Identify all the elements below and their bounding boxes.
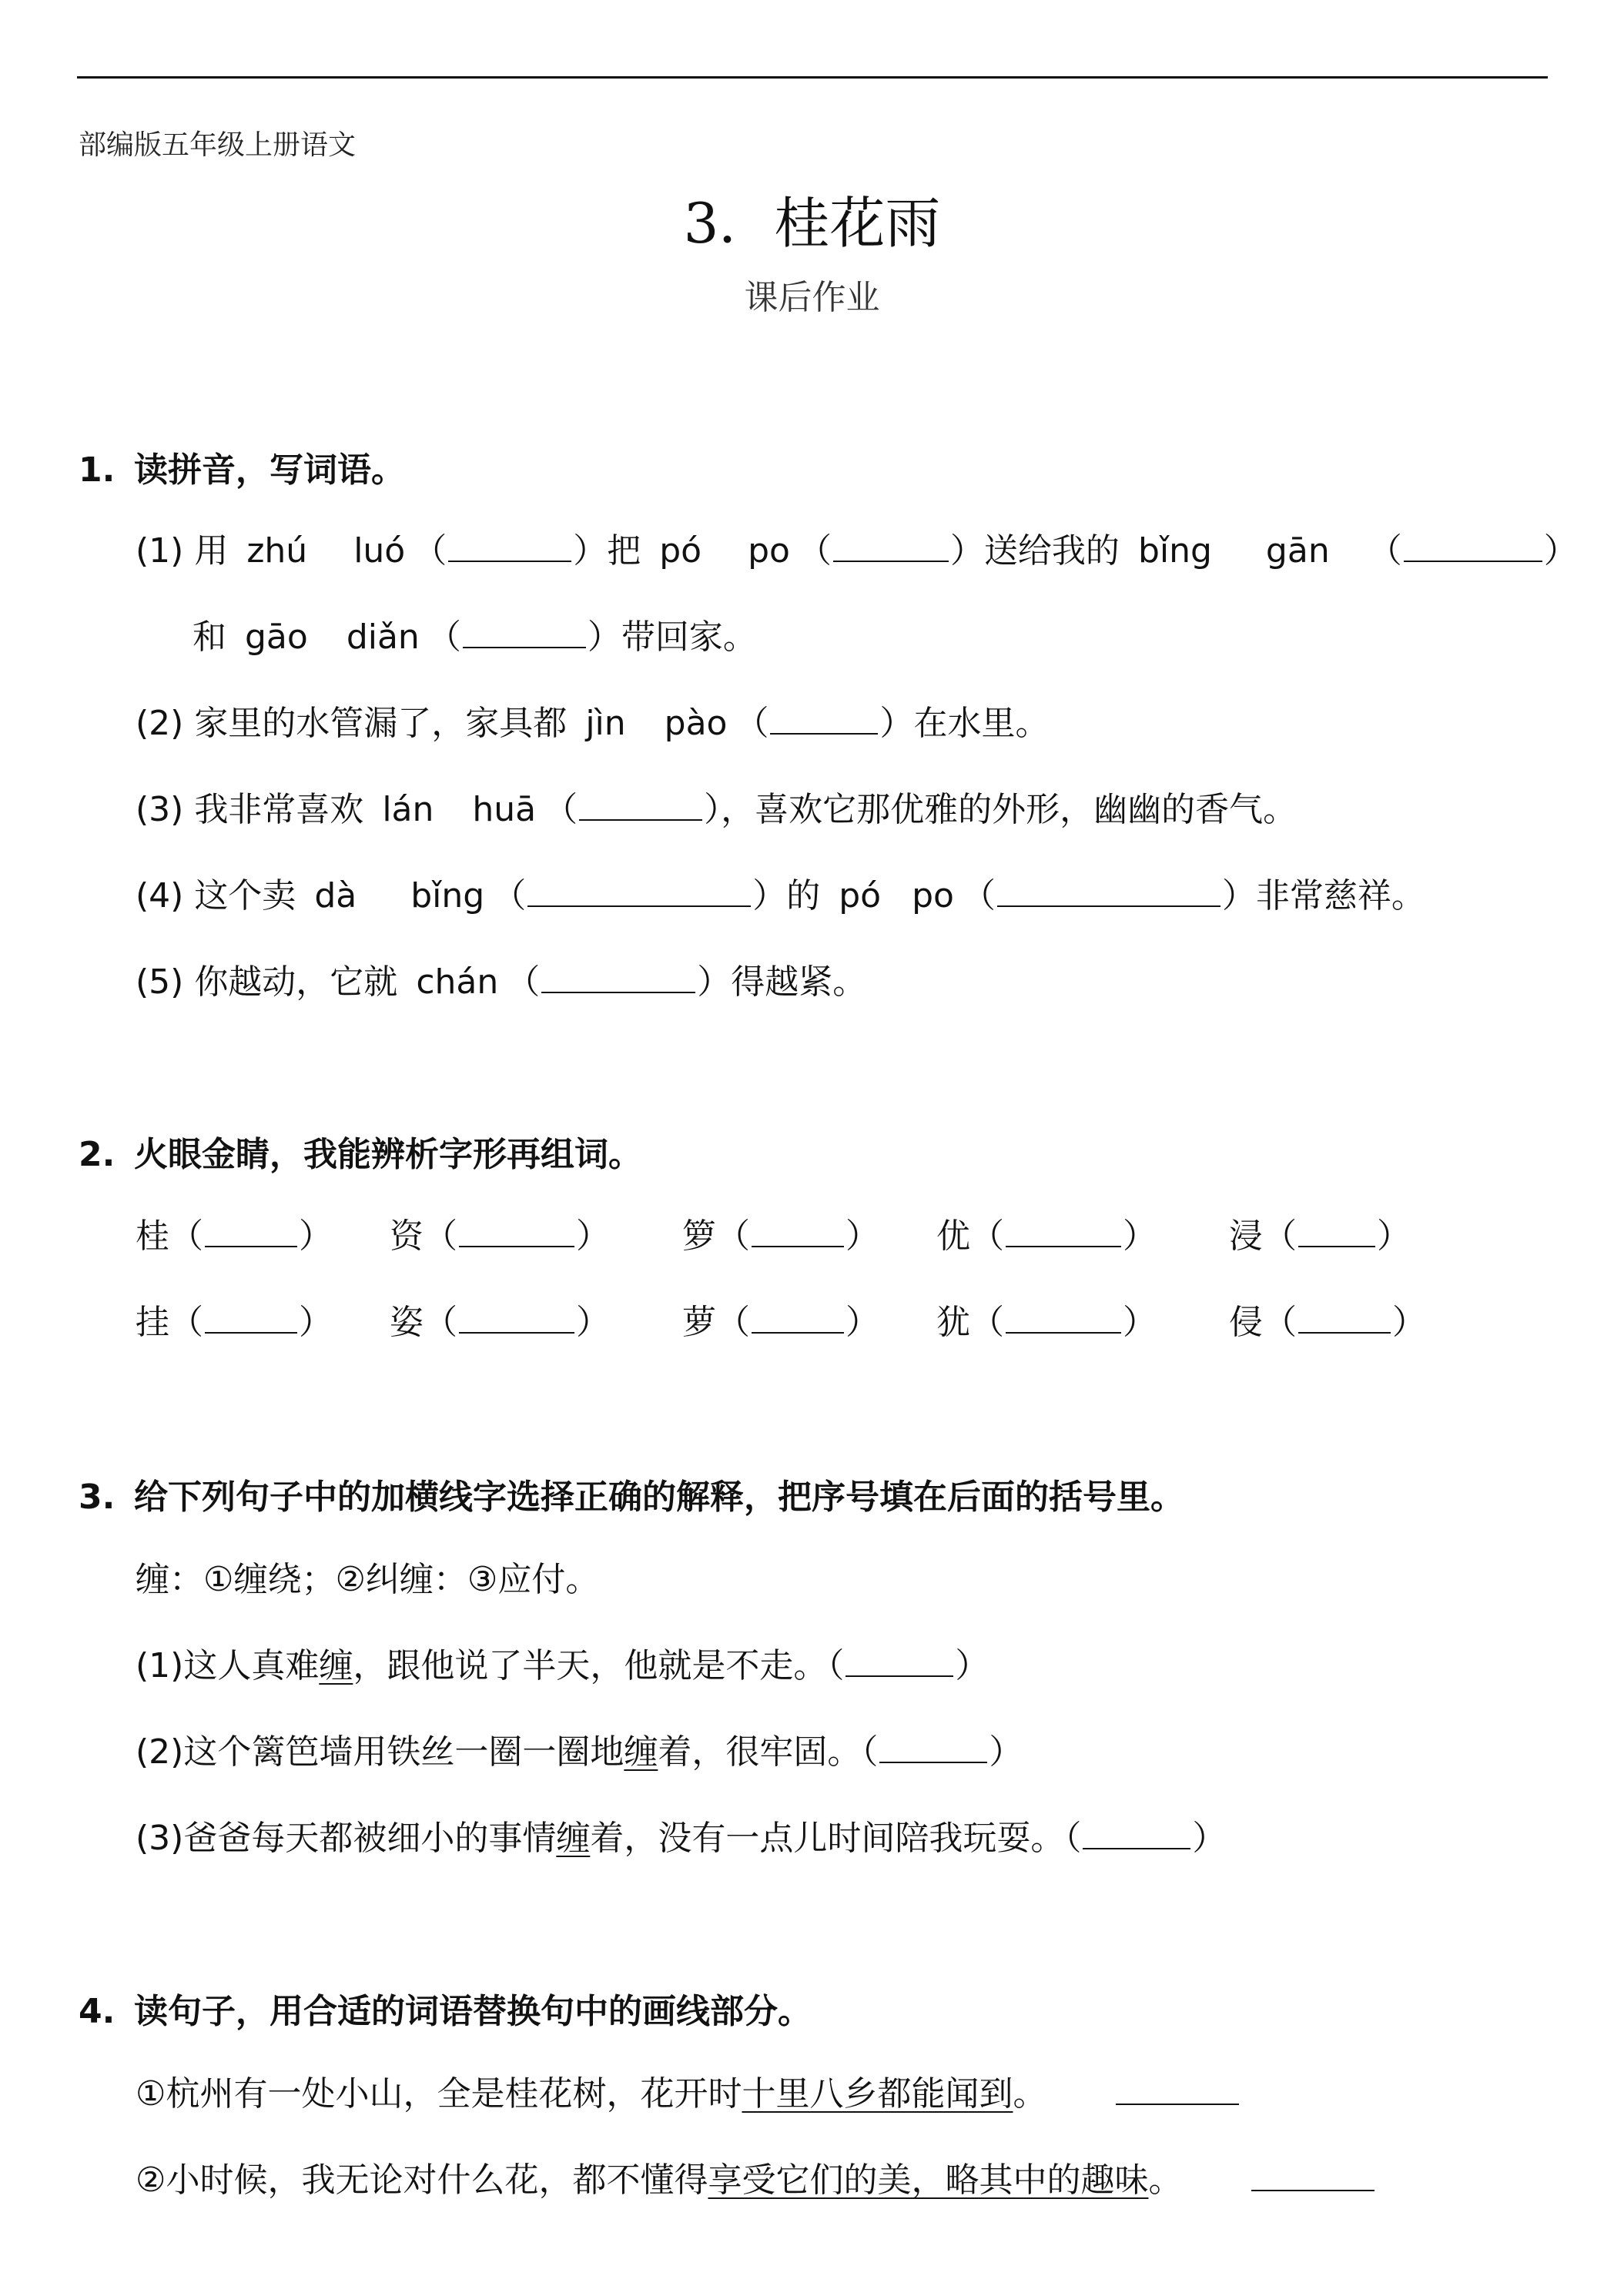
- answer-blank[interactable]: [1006, 1215, 1121, 1247]
- q3-title-text: 给下列句子中的加横线字选择正确的解释，把序号填在后面的括号里。: [134, 1478, 1184, 1517]
- q4-sentence-1: [136, 2071, 1241, 2117]
- q2-item: [390, 1300, 610, 1346]
- text: (2)这个篱笆墙用铁丝一圈一圈地: [136, 1732, 624, 1772]
- answer-blank[interactable]: [463, 616, 586, 648]
- underlined-phrase: 享受它们的美，略其中的趣味: [708, 2160, 1149, 2200]
- q4-title: [79, 1983, 812, 2033]
- text: ），喜欢它那优雅的外形，幽幽的香气。: [704, 790, 1298, 829]
- page-subtitle: 课后作业: [744, 278, 880, 317]
- char: 犹: [936, 1303, 970, 1342]
- bracket: ）: [299, 1217, 333, 1256]
- q1-title-text: 读拼音，写词语。: [134, 450, 405, 490]
- answer-blank[interactable]: [752, 1301, 844, 1334]
- answer-blank[interactable]: [845, 1645, 953, 1677]
- bracket: ）: [955, 1646, 989, 1685]
- text: (1)这人真难: [136, 1646, 320, 1685]
- q2-item: [136, 1300, 333, 1346]
- series-label: 部编版五年级上册语文: [79, 129, 357, 161]
- answer-blank[interactable]: [205, 1301, 297, 1334]
- q2-item: [390, 1213, 610, 1260]
- q2-item: [1229, 1300, 1426, 1346]
- q2-item: [682, 1300, 879, 1346]
- bracket: （: [506, 962, 541, 1002]
- text: (4) 这个卖: [136, 876, 307, 915]
- answer-blank[interactable]: [1298, 1215, 1375, 1247]
- bracket: ）: [1377, 1217, 1411, 1256]
- bracket: ）: [1192, 1819, 1227, 1858]
- q1-line-1b: [193, 614, 757, 661]
- underlined-char: 缠: [624, 1732, 658, 1772]
- bracket: （: [970, 1303, 1004, 1342]
- text: ）的: [752, 876, 832, 915]
- text: ）非常慈祥。: [1221, 876, 1425, 915]
- text: 着，没有一点儿时间陪我玩耍。（: [590, 1819, 1082, 1858]
- bracket: ）: [1392, 1303, 1426, 1342]
- pinyin: lán: [382, 790, 434, 829]
- text: ）得越紧。: [697, 962, 867, 1002]
- text: ）带回家。: [587, 618, 757, 657]
- pinyin: dà: [314, 876, 357, 915]
- bracket: （: [970, 1217, 1004, 1256]
- answer-blank[interactable]: [448, 530, 571, 562]
- q1-line-3: [136, 787, 1297, 833]
- answer-blank[interactable]: [1006, 1301, 1121, 1334]
- q2-item: [682, 1213, 879, 1260]
- answer-blank[interactable]: [1116, 2073, 1239, 2105]
- text: ）把: [573, 531, 652, 571]
- bracket: （: [413, 531, 447, 571]
- text: ②小时候，我无论对什么花，都不懂得: [136, 2160, 708, 2200]
- pinyin: pào: [664, 704, 728, 743]
- answer-blank[interactable]: [459, 1301, 574, 1334]
- q3-sentence-3: [136, 1816, 1226, 1862]
- q2-title: [79, 1126, 642, 1176]
- text: (5) 你越动，它就: [136, 962, 409, 1002]
- answer-blank[interactable]: [1251, 2159, 1375, 2191]
- answer-blank[interactable]: [1404, 530, 1542, 562]
- q1-line-4: [136, 873, 1425, 919]
- underlined-char: 缠: [319, 1646, 353, 1685]
- bracket: （: [424, 1217, 457, 1256]
- bracket: ）: [1123, 1217, 1157, 1256]
- q3-title: [79, 1469, 1184, 1518]
- char: 箩: [682, 1217, 716, 1256]
- q2-item: [136, 1213, 333, 1260]
- q4-sentence-2: [136, 2157, 1376, 2204]
- answer-blank[interactable]: [459, 1215, 574, 1247]
- q2-title-text: 火眼金睛，我能辨析字形再组词。: [134, 1135, 642, 1174]
- answer-blank[interactable]: [879, 1731, 987, 1763]
- pinyin: bǐng: [410, 876, 485, 915]
- q3-sentence-1: [136, 1643, 989, 1689]
- answer-blank[interactable]: [770, 702, 878, 735]
- answer-blank[interactable]: [833, 530, 949, 562]
- q3-number: 3.: [79, 1478, 116, 1517]
- bracket: ）: [845, 1217, 879, 1256]
- pinyin: zhú: [246, 531, 308, 571]
- q1-number: 1.: [79, 450, 116, 490]
- pinyin: gān: [1265, 531, 1330, 571]
- char: 资: [390, 1217, 424, 1256]
- text: ，跟他说了半天，他就是不走。（: [353, 1646, 845, 1685]
- bracket: （: [716, 1303, 750, 1342]
- answer-blank[interactable]: [205, 1215, 297, 1247]
- bracket: （: [735, 704, 769, 743]
- text: (2) 家里的水管漏了，家具都: [136, 704, 578, 743]
- underlined-char: 缠: [556, 1819, 591, 1858]
- bracket: （: [797, 531, 832, 571]
- char: 优: [936, 1217, 970, 1256]
- bracket: （: [424, 1303, 457, 1342]
- q1-line-5: [136, 959, 866, 1006]
- q2-number: 2.: [79, 1135, 116, 1174]
- pinyin: diǎn: [346, 618, 420, 657]
- char: 桂: [136, 1217, 169, 1256]
- text: ①杭州有一处小山，全是桂花树，花开时: [136, 2074, 742, 2114]
- bracket: ）: [576, 1303, 610, 1342]
- bracket: ）: [989, 1732, 1023, 1772]
- pinyin: po: [912, 876, 954, 915]
- q2-item: [936, 1300, 1157, 1346]
- text: (3) 我非常喜欢: [136, 790, 375, 829]
- answer-blank[interactable]: [541, 961, 695, 993]
- pinyin: huā: [472, 790, 537, 829]
- bracket: （: [961, 876, 996, 915]
- pinyin: luó: [353, 531, 406, 571]
- answer-blank[interactable]: [579, 788, 702, 821]
- bracket: ）: [1543, 531, 1578, 571]
- text: 。: [1148, 2160, 1183, 2200]
- text: 和: [193, 618, 237, 657]
- bracket: ）: [845, 1303, 879, 1342]
- bracket: （: [427, 618, 461, 657]
- pinyin: jìn: [585, 704, 626, 743]
- q1-line-2: [136, 701, 1049, 747]
- pinyin: bǐng: [1137, 531, 1212, 571]
- bracket: （: [169, 1217, 203, 1256]
- bracket: （: [544, 790, 578, 829]
- page-title: 3．桂花雨: [683, 191, 941, 256]
- text: 着，很牢固。（: [658, 1732, 879, 1772]
- bracket: ）: [576, 1217, 610, 1256]
- bracket: （: [169, 1303, 203, 1342]
- answer-blank[interactable]: [1083, 1817, 1190, 1849]
- text: ）在水里。: [879, 704, 1050, 743]
- q1-title: [79, 442, 405, 491]
- char: 浸: [1229, 1217, 1263, 1256]
- q4-number: 4.: [79, 1992, 116, 2031]
- bracket: （: [1368, 531, 1402, 571]
- answer-blank[interactable]: [752, 1215, 844, 1247]
- char: 挂: [136, 1303, 169, 1342]
- pinyin: pó: [659, 531, 702, 571]
- text: (3)爸爸每天都被细小的事情: [136, 1819, 557, 1858]
- text: 。: [1013, 2074, 1047, 2114]
- q3-sentence-2: [136, 1729, 1023, 1776]
- q4-title-text: 读句子，用合适的词语替换句中的画线部分。: [134, 1992, 812, 2031]
- bracket: （: [716, 1217, 750, 1256]
- pinyin: pó: [839, 876, 882, 915]
- q2-item: [936, 1213, 1157, 1260]
- bracket: ）: [299, 1303, 333, 1342]
- answer-blank[interactable]: [997, 875, 1221, 907]
- bracket: （: [1263, 1303, 1297, 1342]
- header-rule: [77, 76, 1548, 79]
- answer-blank[interactable]: [1298, 1301, 1391, 1334]
- q3-definition: 缠：①缠绕；②纠缠：③应付。: [136, 1560, 600, 1599]
- char: 萝: [682, 1303, 716, 1342]
- pinyin: gāo: [245, 618, 308, 657]
- char: 侵: [1229, 1303, 1263, 1342]
- pinyin: chán: [416, 962, 499, 1002]
- q2-item: [1229, 1213, 1411, 1260]
- char: 姿: [390, 1303, 424, 1342]
- answer-blank[interactable]: [527, 875, 751, 907]
- q1-line-1: [136, 528, 1578, 574]
- bracket: ）: [1123, 1303, 1157, 1342]
- bracket: （: [1263, 1217, 1297, 1256]
- bracket: （: [492, 876, 527, 915]
- text: ）送给我的: [949, 531, 1130, 571]
- pinyin: po: [748, 531, 790, 571]
- q1-line-1-prefix: (1) 用: [136, 531, 239, 571]
- underlined-phrase: 十里八乡都能闻到: [742, 2074, 1013, 2114]
